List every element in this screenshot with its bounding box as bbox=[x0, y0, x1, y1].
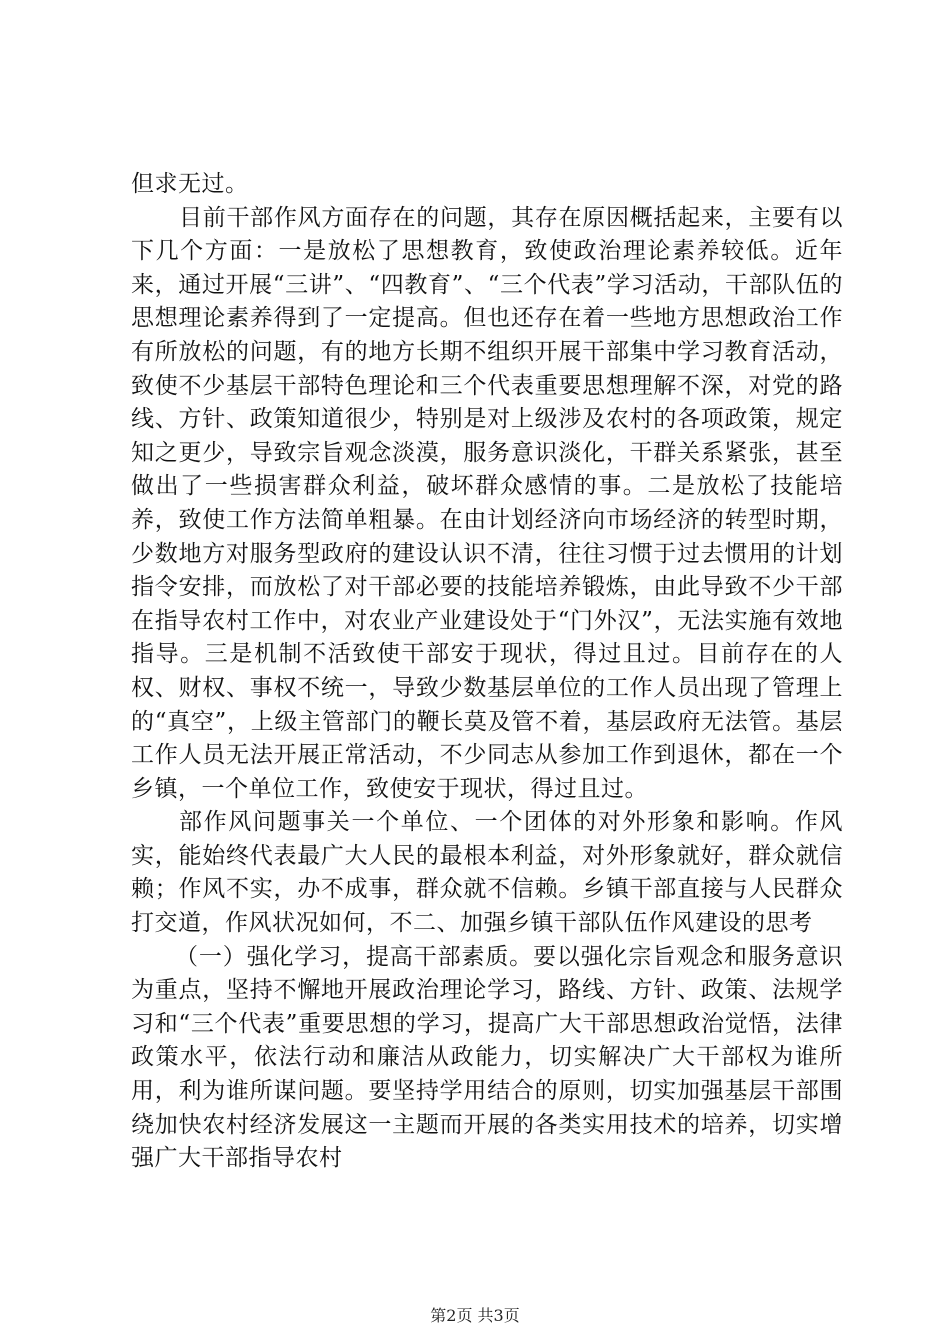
paragraph-3: 部作风问题事关一个单位、一个团体的对外形象和影响。作风实，能始终代表最广大人民的最根本利益，对外形象就好，群众就信赖；作风不实，办不成事，群众就不信赖。乡镇干部直接与人民群众打交道，作风状况如何，不二、加强乡镇干部队伍作风建设的思考 bbox=[131, 809, 843, 937]
paragraph-4: （一）强化学习，提高干部素质。要以强化宗旨观念和服务意识为重点，坚持不懈地开展政治理论学习，路线、方针、政策、法规学习和“三个代表”重要思想的学习，提高广大干部思想政治觉悟，法律政策水平，依法行动和廉洁从政能力，切实解决广大干部权为谁所用，利为谁所谋问题。要坚持学用结合的原则，切实加强基层干部围绕加快农村经济发展这一主题而开展的各类实用技术的培养，切实增强广大干部指导农村 bbox=[131, 943, 843, 1172]
paragraph-2: 目前干部作风方面存在的问题，其存在原因概括起来，主要有以下几个方面：一是放松了思想教育，致使政治理论素养较低。近年来，通过开展“三讲”、“四教育”、“三个代表”学习活动，干部队伍的思想理论素养得到了一定提高。但也还存在着一些地方思想政治工作有所放松的问题，有的地方长期不组织开展干部集中学习教育活动，致使不少基层干部特色理论和三个代表重要思想理解不深，对党的路线、方针、政策知道很少，特别是对上级涉及农村的各项政策，规定知之更少，导致宗旨观念淡漠，服务意识淡化，干群关系紧张，甚至做出了一些损害群众利益，破坏群众感情的事。二是放松了技能培养，致使工作方法简单粗暴。在由计划经济向市场经济的转型时期，少数地方对服务型政府的建设认识不清，往往习惯于过去惯用的计划指令安排，而放松了对干部必要的技能培养锻炼，由此导致不少干部在指导农村工作中，对农业产业建设处于“门外汉”，无法实施有效地指导。三是机制不活致使干部安于现状，得过且过。目前存在的人权、财权、事权不统一，导致少数基层单位的工作人员出现了管理上的“真空”，上级主管部门的鞭长莫及管不着，基层政府无法管。基层工作人员无法开展正常活动，不少同志从参加工作到退休，都在一个乡镇，一个单位工作，致使安于现状，得过且过。 bbox=[131, 204, 843, 802]
page-footer: 第2页 共3页 bbox=[430, 1306, 520, 1325]
paragraph-1: 但求无过。 bbox=[131, 171, 249, 197]
document-body bbox=[131, 168, 843, 1176]
